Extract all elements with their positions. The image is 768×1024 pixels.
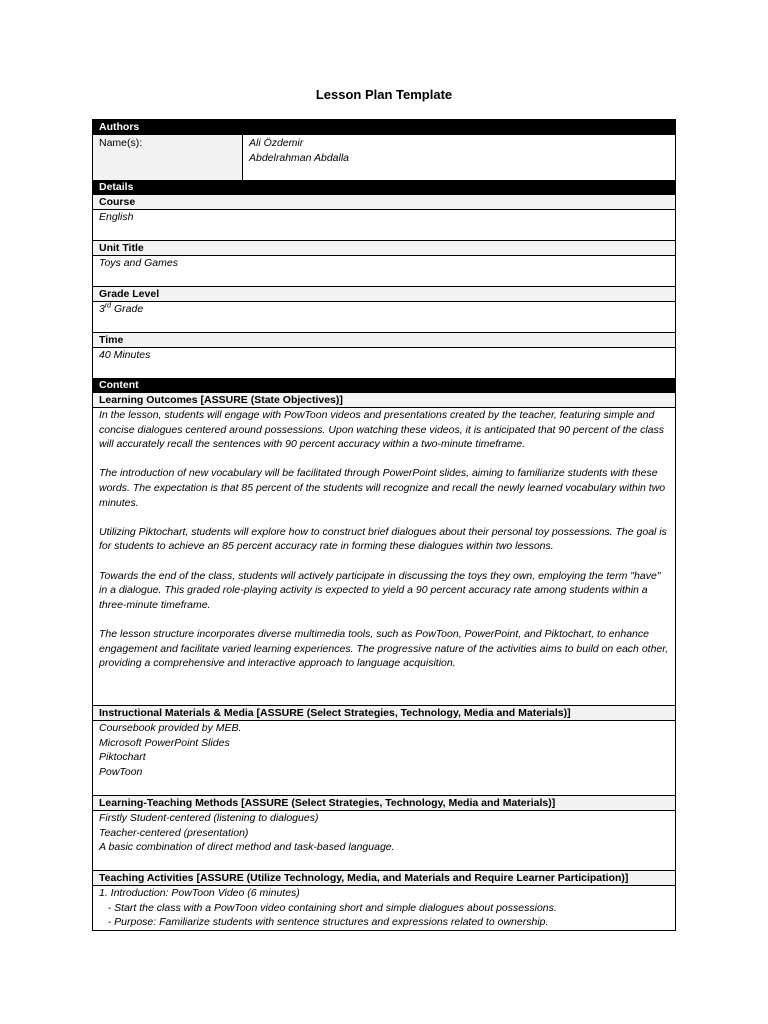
course-value: English — [99, 211, 134, 223]
learning-outcome-paragraph: The lesson structure incorporates diverse multimedia tools, such as PowToon, PowerPoint, and Piktochart, to enhance engagement and facilitate varied learning experiences. The progressive nature of the activities aims to build on each other, providing a comprehensive and interactive approach to language acquisition. — [99, 627, 669, 670]
methods-label: Learning-Teaching Methods [ASSURE (Select Strategies, Technology, Media and Materials)] — [93, 795, 675, 811]
grade-level-label: Grade Level — [93, 286, 675, 302]
learning-outcomes-text — [93, 408, 675, 705]
list-item: Firstly Student-centered (listening to dialogues) — [99, 812, 319, 824]
authors-row — [93, 135, 675, 180]
methods-list — [93, 811, 675, 870]
authors-section-header: Authors — [93, 120, 675, 135]
list-item: Coursebook provided by MEB. — [99, 722, 242, 734]
time-label: Time — [93, 332, 675, 348]
list-item: Piktochart — [99, 751, 146, 764]
names-label: Name(s): — [93, 135, 243, 180]
list-item: 1. Introduction: PowToon Video (6 minutes) — [99, 887, 300, 899]
list-item: Teacher-centered (presentation) — [99, 826, 249, 839]
learning-outcome-paragraph: Utilizing Piktochart, students will explore how to construct brief dialogues about their personal toy possessions. The goal is for students to achieve an 85 percent accuracy rate in forming these dialogues within two lessons. — [99, 525, 667, 553]
content-section-header: Content — [93, 378, 675, 393]
course-label: Course — [93, 195, 675, 210]
unit-title-value: Toys and Games — [99, 257, 178, 269]
time-value: 40 Minutes — [99, 349, 151, 361]
list-item: PowToon — [99, 765, 143, 778]
learning-outcomes-label: Learning Outcomes [ASSURE (State Objectives)] — [93, 393, 675, 408]
lesson-plan-table — [92, 119, 676, 931]
details-section-header: Details — [93, 180, 675, 195]
learning-outcome-paragraph: In the lesson, students will engage with PowToon videos and presentations created by the teacher, featuring simple and concise dialogues centered around possessions. Upon watching these videos, it is anticipated that 90 percent of the class will accurately recall the sentences with 90 percent accuracy within a two-minute timeframe. — [99, 409, 665, 451]
author-name: Ali Özdemir — [249, 137, 304, 149]
list-item: - Start the class with a PowToon video containing short and simple dialogues about possessions. — [99, 901, 557, 914]
unit-title-label: Unit Title — [93, 240, 675, 256]
materials-label: Instructional Materials & Media [ASSURE (Select Strategies, Technology, Media and Materials)] — [93, 705, 675, 721]
learning-outcome-paragraph: The introduction of new vocabulary will be facilitated through PowerPoint slides, aiming to familiarize students with these words. The expectation is that 85 percent of the students will recognize and recall the newly learned vocabulary within two minutes. — [99, 467, 666, 509]
list-item: - Purpose: Familiarize students with sentence structures and expressions related to ownership. — [99, 916, 549, 929]
list-item: A basic combination of direct method and task-based language. — [99, 841, 395, 854]
author-name: Abdelrahman Abdalla — [249, 152, 350, 164]
list-item: Microsoft PowerPoint Slides — [99, 736, 230, 749]
activities-list — [93, 886, 675, 930]
document-title: Lesson Plan Template — [315, 87, 453, 102]
activities-label: Teaching Activities [ASSURE (Utilize Technology, Media, and Materials and Require Learner Participation)] — [93, 870, 675, 886]
learning-outcome-paragraph: Towards the end of the class, students will actively participate in discussing the toys they own, employing the term "have" in a dialogue. This graded role-playing activity is expected to yield a 90 percent accuracy rate among students within a three-minute timeframe. — [99, 569, 661, 611]
author-names — [243, 135, 355, 180]
materials-list — [93, 721, 675, 795]
grade-level-value: 3rd Grade — [99, 302, 144, 315]
